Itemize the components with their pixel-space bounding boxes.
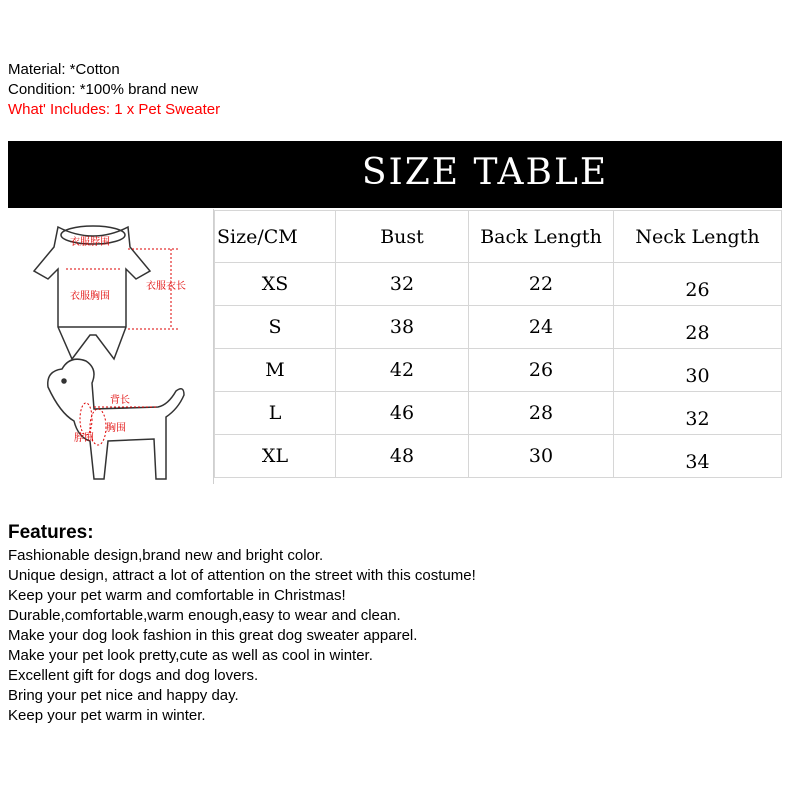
neck-length-cell: 34 [614,435,782,478]
neck-length-cell: 30 [614,349,782,392]
header-neck-length: Neck Length [614,211,782,263]
sweater-chest-label: 衣服胸围 [70,291,110,302]
sweater-neck-label: 衣服脖围 [70,237,110,248]
bust-cell: 38 [336,306,469,349]
back-length-cell: 22 [469,263,614,306]
size-cell: XL [215,435,336,478]
feature-item: Keep your pet warm in winter. [8,707,206,724]
measurement-diagram [8,209,214,484]
sweater-length-label: 衣服衣长 [146,281,186,292]
dog-back-label: 背长 [110,395,130,406]
bust-cell: 42 [336,349,469,392]
neck-length-cell: 26 [614,263,782,306]
size-cell: XS [215,263,336,306]
bust-cell: 32 [336,263,469,306]
table-row [215,306,782,349]
sweater-dog-illustration [8,209,213,484]
table-row [215,392,782,435]
header-bust: Bust [336,211,469,263]
size-cell: L [215,392,336,435]
size-cell: S [215,306,336,349]
condition-text: Condition: *100% brand new [8,81,199,98]
feature-item: Fashionable design,brand new and bright color. [8,547,324,564]
back-length-cell: 24 [469,306,614,349]
back-length-cell: 26 [469,349,614,392]
feature-item: Excellent gift for dogs and dog lovers. [8,667,259,684]
bust-cell: 48 [336,435,469,478]
includes-text: What' Includes: 1 x Pet Sweater [8,101,221,118]
neck-length-cell: 32 [614,392,782,435]
neck-length-cell: 28 [614,306,782,349]
table-row [215,349,782,392]
features-heading: Features: [8,522,94,543]
feature-item: Bring your pet nice and happy day. [8,687,239,704]
size-cell: M [215,349,336,392]
dog-outline [48,359,184,479]
table-row [215,263,782,306]
dog-chest-label: 胸围 [106,423,126,434]
feature-item: Keep your pet warm and comfortable in Christmas! [8,587,346,604]
dog-neck-label: 脖围 [74,433,94,444]
size-table [214,210,782,478]
feature-item: Unique design, attract a lot of attention on the street with this costume! [8,567,476,584]
feature-item: Make your pet look pretty,cute as well as cool in winter. [8,647,373,664]
back-length-cell: 30 [469,435,614,478]
size-table-title: SIZE TABLE [361,152,609,193]
header-size: Size/CM [215,211,336,263]
header-back-length: Back Length [469,211,614,263]
table-header-row [215,211,782,263]
feature-item: Durable,comfortable,warm enough,easy to wear and clean. [8,607,401,624]
features-section [8,522,476,726]
table-row [215,435,782,478]
bust-cell: 46 [336,392,469,435]
feature-item: Make your dog look fashion in this great dog sweater apparel. [8,627,418,644]
product-info [8,60,220,120]
material-text: Material: *Cotton [8,61,120,78]
back-length-cell: 28 [469,392,614,435]
